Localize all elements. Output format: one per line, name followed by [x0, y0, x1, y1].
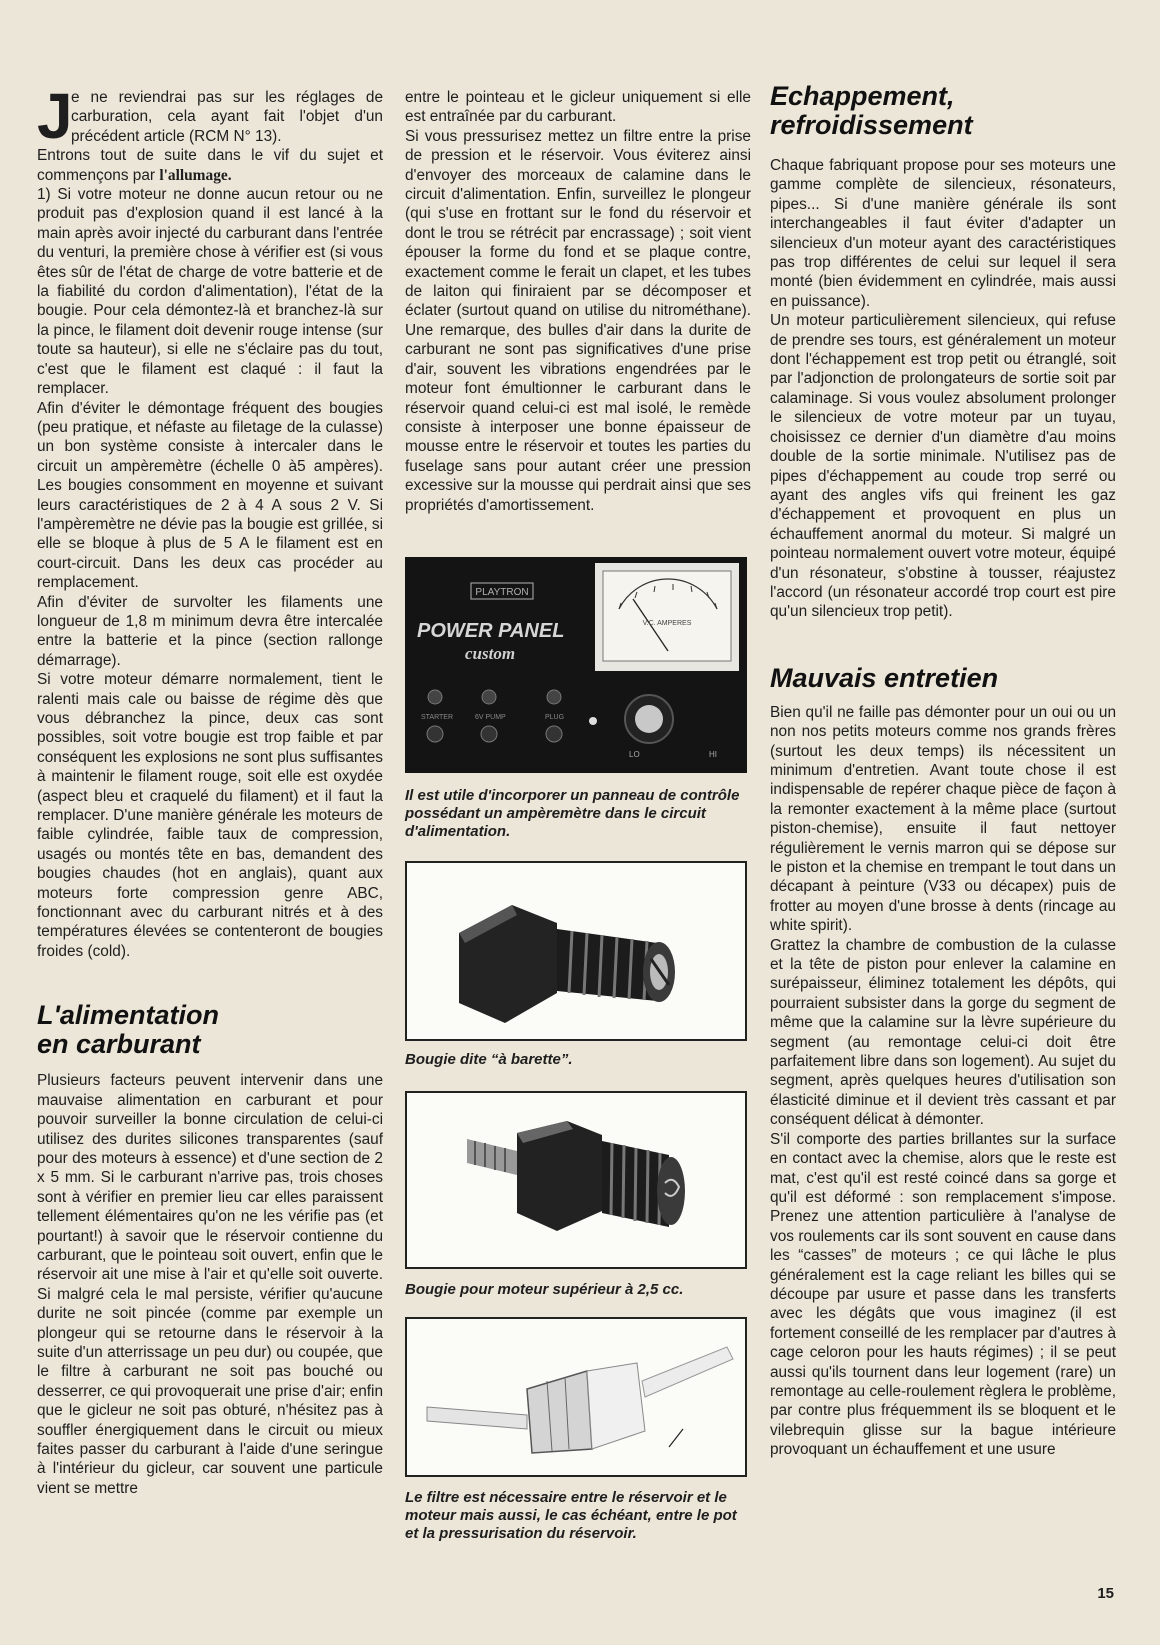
panel-title: POWER PANEL [417, 619, 565, 642]
paragraph: Afin d'éviter de survolter les filaments une longueur de 1,8 m minimum devra être intercalée entre la batterie et la pince (section rallonge démarrage). [37, 593, 383, 669]
heading-line: L'alimentation [37, 1000, 219, 1031]
switch-label: 6V PUMP [475, 713, 506, 721]
glow-plug-image [407, 863, 745, 1039]
panel-brand: PLAYTRON [475, 586, 529, 598]
paragraph: 1) Si votre moteur ne donne aucun retour ou ne produit pas d'explosion quand il est lancé à la main après avoir injecté du carburant dans l'entrée du venturi, la première chose à vérifier est (si vous êtes sûr de l'état de charge de votre batterie et de la fiabilité du cordon d'alimentation), l'état de la bougie. Pour cela démontez-là et branchez-là sur la pince, le filament doit devenir rouge intense (sur toute sa hauteur), si elle ne s'éclaire pas du tout, c'est que le filament est claqué : il faut la remplacer. [37, 186, 383, 398]
power-panel-image [407, 559, 745, 771]
heading-line: en carburant [37, 1029, 201, 1060]
paragraph [37, 146, 383, 185]
fuel-filter-photo [405, 1317, 747, 1477]
power-panel-photo [405, 557, 747, 773]
heading-echappement [770, 82, 1116, 140]
paragraph: Chaque fabriquant propose pour ses moteurs une gamme complète de silencieux, résonateurs, pipes... Si d'une manière générale ils sont interchangeables il faut éviter d'adapter un silencieux d'un moteur ayant des caractéristiques pas trop différentes de celui sur lequel il sera monté (bien évidemment en cylindrée, mais aussi en puissance). [770, 157, 1116, 310]
paragraph: e ne reviendrai pas sur les réglages de carburation, cela ayant fait l'objet d'un précédent article (RCM N° 13). [71, 89, 383, 145]
drop-cap: J [37, 80, 73, 152]
socket-icon [427, 726, 443, 742]
paragraph: S'il comporte des parties brillantes sur la surface en contact avec la chemise, alors que le reste est mat, c'est qu'il est resté coincé dans sa gorge et qu'il est déformé : son remplacement s'impose. Prenez une attention particulière à l'analyse de vos roulements car ils sont souvent en cause dans les “casses” de moteurs ; ce qui lâche le plus généralement est la cage reliant les billes qui se découpe par usure et passe dans les transferts avec les dégâts que vous imaginez (il est fortement conseillé de les remplacer par d'autres à cage celoron pour les hauts régimes) ; il se peut aussi qu'ils tournent dans leur logement (rare) un remontage au celle-roulement règlera le problème, par contre plus fréquemment ils se bloquent et le vilebrequin glisse sur la bague intérieure provoquant un échauffement et une usure [770, 1130, 1116, 1459]
indicator-lamp [589, 717, 597, 725]
caption-plug-large: Bougie pour moteur supérieur à 2,5 cc. [405, 1280, 684, 1298]
socket-icon [481, 726, 497, 742]
paragraph: Si vous pressurisez mettez un filtre entre la prise de pression et le réservoir. Vous éviterez ainsi d'envoyer des morceaux de calamine dans le circuit d'alimentation. Enfin, surveillez le plongeur (qui s'use en frottant sur le fond du réservoir et dont le trou se rétrécit par encrassage) ; soit vient épouser la forme du fond et se plaque contre, exactement comme le ferait un clapet, et les tubes de laiton qui finiraient par se décomposer et éclater (surtout quand on utilise du nitrométhane). Une remarque, des bulles d'air dans la durite de carburant ne sont pas significatives d'une prise d'air, souvent les vibrations engendrées par le moteur font émultionner le carburant dans le réservoir quand celui-ci est mal isolé, le remède consiste à interposer une bonne épaisseur de mousse entre le réservoir et toutes les parties du fuselage sans pour autant créer une pression excessive sur la mousse qui perdrait ainsi que ses propriétés d'amortissement. [405, 127, 751, 514]
knob-hi: HI [709, 749, 717, 759]
knob-lo: LO [629, 749, 640, 759]
panel-subtitle: custom [465, 643, 516, 663]
glow-plug-large-image [407, 1093, 745, 1267]
intro-paragraph [37, 80, 383, 152]
caption-power-panel: Il est utile d'incorporer un panneau de contrôle possédant un ampèremètre dans le circuit d'alimentation. [405, 786, 740, 840]
paragraph: entre le pointeau et le gicleur uniquement si elle est entraînée par du carburant. [405, 89, 751, 126]
paragraph: Si votre moteur démarre normalement, tient le ralenti mais cale ou baisse de régime dès que vous débranchez la pince, deux cas sont possibles, soit votre bougie est trop faible et par conséquent les explosions ne sont plus suffisantes à maintenir le filament rouge, soit elle est oxydée (aspect bleu et craquelé du filament) et il faut la remplacer. D'une manière générale les moteurs de faible cylindrée, faible taux de compression, usagés ou montés tête en bas, demandent des bougies chaudes (hot en anglais), quant aux moteurs forte compression genre ABC, fonctionnant avec du carburant nitrés et à des températures élevées se contenteront de bougies froides (cold). [37, 671, 383, 960]
switch-icon [482, 690, 496, 704]
paragraph: Un moteur particulièrement silencieux, qui refuse de prendre ses tours, est généralement un moteur dont l'échappement est trop petit ou étranglé, soit par l'adjonction de prolongateurs de sortie soit par calaminage. Si vous voulez absolument prolonger le silencieux de votre moteur par un tuyau, choisissez ce dernier d'un diamètre d'au moins double de la sortie minimale. N'utilisez pas de pipes d'échappement au coude trop serré ou ayant des angles vifs qui freinent les gaz d'échappement et provoquent en plus un échauffement anormal du moteur. Si malgré un pointeau normalement ouvert votre moteur, équipé d'un résonateur, s'obstine à tousser, réajustez l'accord (un résonateur accordé trop court est pire qu'un silencieux trop petit). [770, 312, 1116, 621]
fuel-filter-image [407, 1319, 745, 1475]
column-left [37, 80, 384, 1498]
switch-label: STARTER [421, 713, 454, 721]
glow-plug-large-photo [405, 1091, 747, 1269]
paragraph: Afin d'éviter le démontage fréquent des bougies (peu pratique, et néfaste au filetage de la culasse) un bon système consiste à intercaler dans le circuit un ampèremètre (échelle 0 à5 ampères). Les bougies consomment en moyenne et suivant leurs caractéristiques de 2 à 4 A sous 2 V. Si l'ampèremètre ne dévie pas la bougie est grillée, si elle se bloque à plus de 5 A le filament est en court-circuit. Dans les deux cas procéder au remplacement. [37, 399, 383, 592]
keyword-allumage: l'allumage. [159, 166, 232, 184]
heading-line: refroidissement [770, 110, 973, 140]
paragraph-text: Entrons tout de suite dans le vif du sujet et commençons par [37, 147, 383, 184]
heading-entretien: Mauvais entretien [770, 662, 999, 693]
paragraph: Plusieurs facteurs peuvent intervenir dans une mauvaise alimentation en carburant et pour pouvoir surveiller la bonne circulation de celui-ci utilisez des durites silicones transparentes (sauf pour des moteurs à essence) et d'une section de 2 x 5 mm. Si le carburant n'arrive pas, trois choses sont à vérifier en premier lieu car elles paraissent tellement élémentaires qu'on ne les vérifie pas (et pourtant!) à savoir que le réservoir contienne du carburant, que le pointeau soit ouvert, enfin que le réservoir ait une mise à l'air et qu'elle soit ouverte. Si malgré cela le mal persiste, vérifier qu'aucune durite ne soit pincée (comme par exemple un plongeur qui se retourne dans le réservoir à la suite d'un atterrissage un peu dur) ou coupée, que le filtre à carburant ne soit pas bouché ou desserrer, ce qui provoquerait une prise d'air; enfin que le gicleur ne soit pas obturé, n'hésitez pas à souffler énergiquement dans le circuit ou mieux faites passer du carburant à l'aide d'une seringue à l'intérieur du gicleur, car souvent une particule vient se mettre [37, 1072, 384, 1497]
paragraph: Grattez la chambre de combustion de la culasse et la tête de piston pour enlever la calamine en surépaisseur, éliminez totalement les dépôts, qui pourraient subsister dans la gorge du segment de même que la calamine sur la lèvre supérieure du segment (au remontage celui-ci doit être parfaitement libre dans son logement). Au sujet du segment, après quelques heures d'utilisation son élasticité diminue et il devient très cassant et par conséquent délicat à démonter. [770, 936, 1116, 1129]
switch-icon [428, 690, 442, 704]
socket-icon [546, 726, 562, 742]
caption-filter: Le filtre est nécessaire entre le réservoir et le moteur mais aussi, le cas échéant, entre le pot et la pressurisation du réservoir. [405, 1488, 737, 1542]
paragraph: Bien qu'il ne faille pas démonter pour un oui ou un non nos petits moteurs comme nos grands frères (surtout les deux temps) ils nécessitent un minimum d'entretien. Avant toute chose il est indispensable de repérer chaque pièce de façon à la remonter exactement à la même place (surtout piston-chemise), ensuite il faut nettoyer régulièrement le vernis marron qui se dépose sur le piston et la chemise en trempant le tout dans un décapant à peinture (V33 ou décapex) puis de frotter au moyen d'une brosse à dents (rincage au white spirit). [770, 703, 1116, 935]
knob-cap [635, 705, 663, 733]
column-middle [405, 88, 751, 1543]
column-right [770, 81, 1116, 1460]
heading-line: Echappement, [770, 81, 955, 111]
glow-plug-photo [405, 861, 747, 1041]
switch-icon [547, 690, 561, 704]
heading-alimentation [37, 1001, 383, 1059]
switch-label: PLUG [545, 713, 565, 721]
page-number: 15 [1097, 1585, 1114, 1602]
meter-label: V.C. AMPERES [642, 619, 692, 627]
caption-plug-barette: Bougie dite “à barette”. [405, 1050, 573, 1068]
